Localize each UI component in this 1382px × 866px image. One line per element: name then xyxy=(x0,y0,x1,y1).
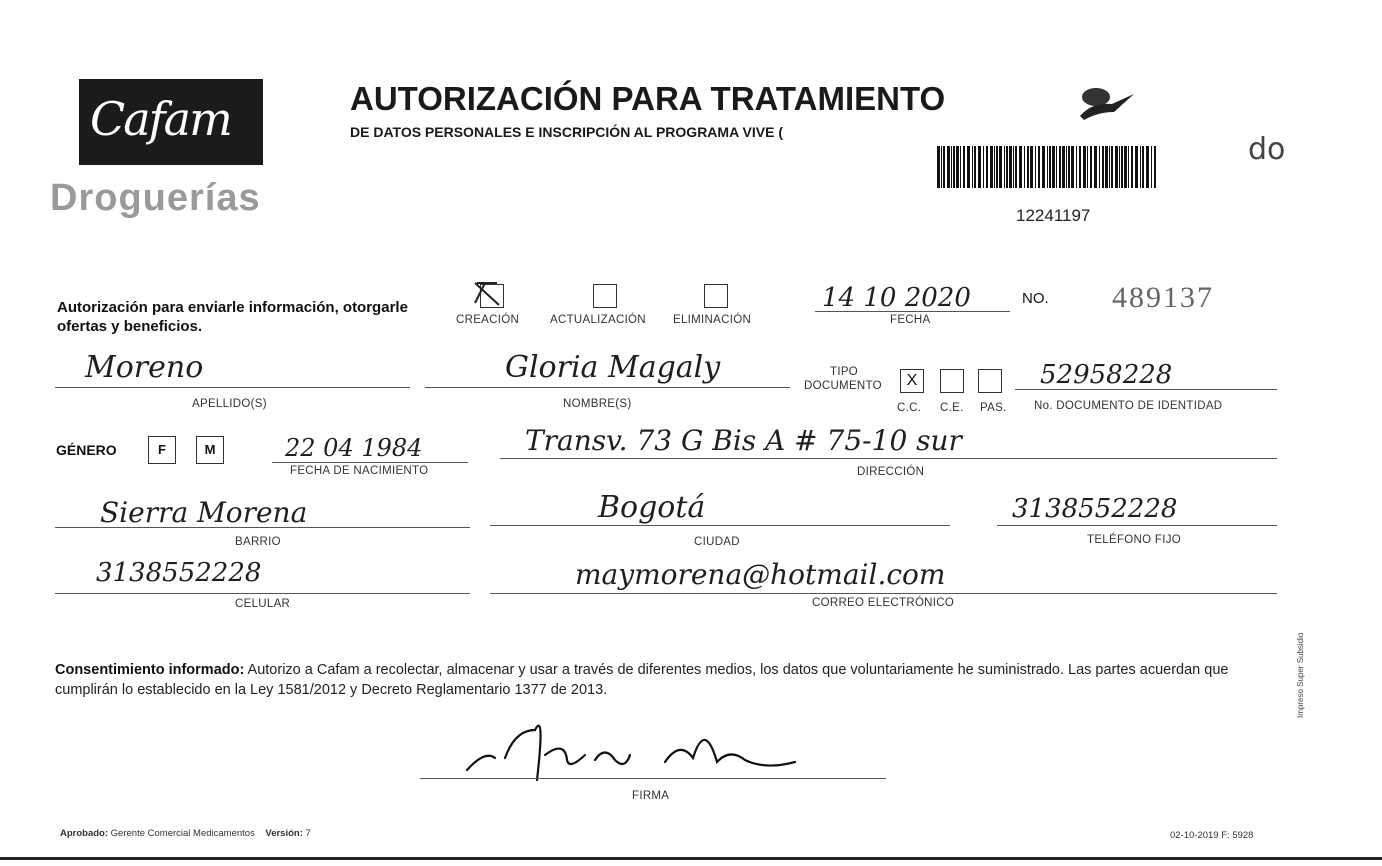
barrio-line xyxy=(55,527,470,528)
genero-m-checkbox[interactable]: M xyxy=(196,436,224,464)
form-number: 489137 xyxy=(1112,281,1214,314)
nombre-value[interactable]: Gloria Magaly xyxy=(505,350,721,385)
nombre-line xyxy=(425,387,790,388)
celular-line xyxy=(55,593,470,594)
telefono-label: TELÉFONO FIJO xyxy=(1087,534,1181,546)
cc-label: C.C. xyxy=(897,402,922,414)
side-print-text: Impreso Super Subsidio xyxy=(1296,632,1305,718)
correo-line xyxy=(490,593,1277,594)
genero-label: GÉNERO xyxy=(56,442,117,458)
direccion-label: DIRECCIÓN xyxy=(857,466,925,478)
consent-paragraph xyxy=(55,660,1280,700)
aprobado-label: Aprobado: xyxy=(60,828,109,839)
checkmark-icon xyxy=(471,277,505,307)
celular-label: CELULAR xyxy=(235,598,291,610)
ce-checkbox[interactable] xyxy=(940,369,964,393)
actualizacion-checkbox[interactable] xyxy=(593,284,617,308)
nombre-label: NOMBRE(S) xyxy=(563,398,632,410)
apellido-label: APELLIDO(S) xyxy=(192,398,267,410)
consent-heading: Consentimiento informado: xyxy=(55,662,245,678)
eliminacion-label: ELIMINACIÓN xyxy=(673,314,752,326)
fecha-value[interactable]: 14 10 2020 xyxy=(822,283,971,313)
documento-type-label: DOCUMENTO xyxy=(804,380,882,392)
version-value: 7 xyxy=(305,828,311,839)
footer-date-code: 02-10-2019 F: 5928 xyxy=(1170,830,1254,841)
documento-label: No. DOCUMENTO DE IDENTIDAD xyxy=(1034,400,1223,412)
version-label: Versión: xyxy=(265,828,303,839)
telefono-value[interactable]: 3138552228 xyxy=(1012,494,1178,524)
apellido-value[interactable]: Moreno xyxy=(85,350,204,385)
fecha-nacimiento-value[interactable]: 22 04 1984 xyxy=(285,434,423,462)
direccion-line xyxy=(500,458,1277,459)
barrio-value[interactable]: Sierra Morena xyxy=(100,496,308,529)
ciudad-value[interactable]: Bogotá xyxy=(598,490,706,525)
barrio-label: BARRIO xyxy=(235,536,281,548)
droguerias-logo-text: Droguerías xyxy=(50,177,261,219)
actualizacion-label: ACTUALIZACIÓN xyxy=(550,314,646,326)
creacion-label: CREACIÓN xyxy=(456,314,520,326)
fecha-nacimiento-line xyxy=(272,462,468,463)
genero-f-checkbox[interactable]: F xyxy=(148,436,176,464)
telefono-line xyxy=(997,525,1277,526)
aprobado-value: Gerente Comercial Medicamentos xyxy=(110,828,255,839)
form-subtitle: DE DATOS PERSONALES E INSCRIPCIÓN AL PROGRAMA VIVE ( xyxy=(350,124,784,140)
documento-line xyxy=(1015,389,1277,390)
eliminacion-checkbox[interactable] xyxy=(704,284,728,308)
fecha-line xyxy=(815,311,1010,312)
direccion-value[interactable]: Transv. 73 G Bis A # 75-10 sur xyxy=(525,424,962,457)
fecha-label: FECHA xyxy=(890,314,931,326)
pas-checkbox[interactable] xyxy=(978,369,1002,393)
fecha-nacimiento-label: FECHA DE NACIMIENTO xyxy=(290,465,429,477)
cc-checkbox[interactable]: X xyxy=(900,369,924,393)
ciudad-line xyxy=(490,525,950,526)
celular-value[interactable]: 3138552228 xyxy=(96,558,262,588)
no-label: NO. xyxy=(1022,290,1049,307)
intro-text: Autorización para enviarle información, otorgarle ofertas y beneficios. xyxy=(57,299,408,335)
bottom-rule xyxy=(0,857,1382,860)
cropped-text: do xyxy=(1248,132,1286,167)
apellido-line xyxy=(55,387,410,388)
pas-label: PAS. xyxy=(980,402,1007,414)
tipo-label: TIPO xyxy=(830,366,859,378)
correo-label: CORREO ELECTRÓNICO xyxy=(812,597,955,609)
signature-drawing[interactable] xyxy=(455,700,815,795)
documento-value[interactable]: 52958228 xyxy=(1040,360,1173,390)
consent-text: Autorizo a Cafam a recolectar, almacenar y usar a través de diferentes medios, los datos que voluntariamente he suministrado. Las partes acuerdan que cumplirán lo establecido en la Ley 1581/2012 y Decreto Reglamentario 1377 de 2013. xyxy=(55,662,1229,698)
ciudad-label: CIUDAD xyxy=(694,536,740,548)
barcode-number: 12241197 xyxy=(1016,206,1091,225)
footer-approval xyxy=(60,828,311,839)
correo-value[interactable]: maymorena@hotmail.com xyxy=(575,558,946,591)
ce-label: C.E. xyxy=(940,402,964,414)
creacion-checkbox[interactable] xyxy=(480,284,504,308)
form-title: AUTORIZACIÓN PARA TRATAMIENTO xyxy=(350,80,946,117)
firma-label: FIRMA xyxy=(632,790,670,802)
vive-logo-icon xyxy=(1072,82,1142,122)
cafam-logo-text: Cafam xyxy=(90,92,231,146)
barcode-icon xyxy=(937,146,1157,188)
firma-line xyxy=(420,778,886,779)
